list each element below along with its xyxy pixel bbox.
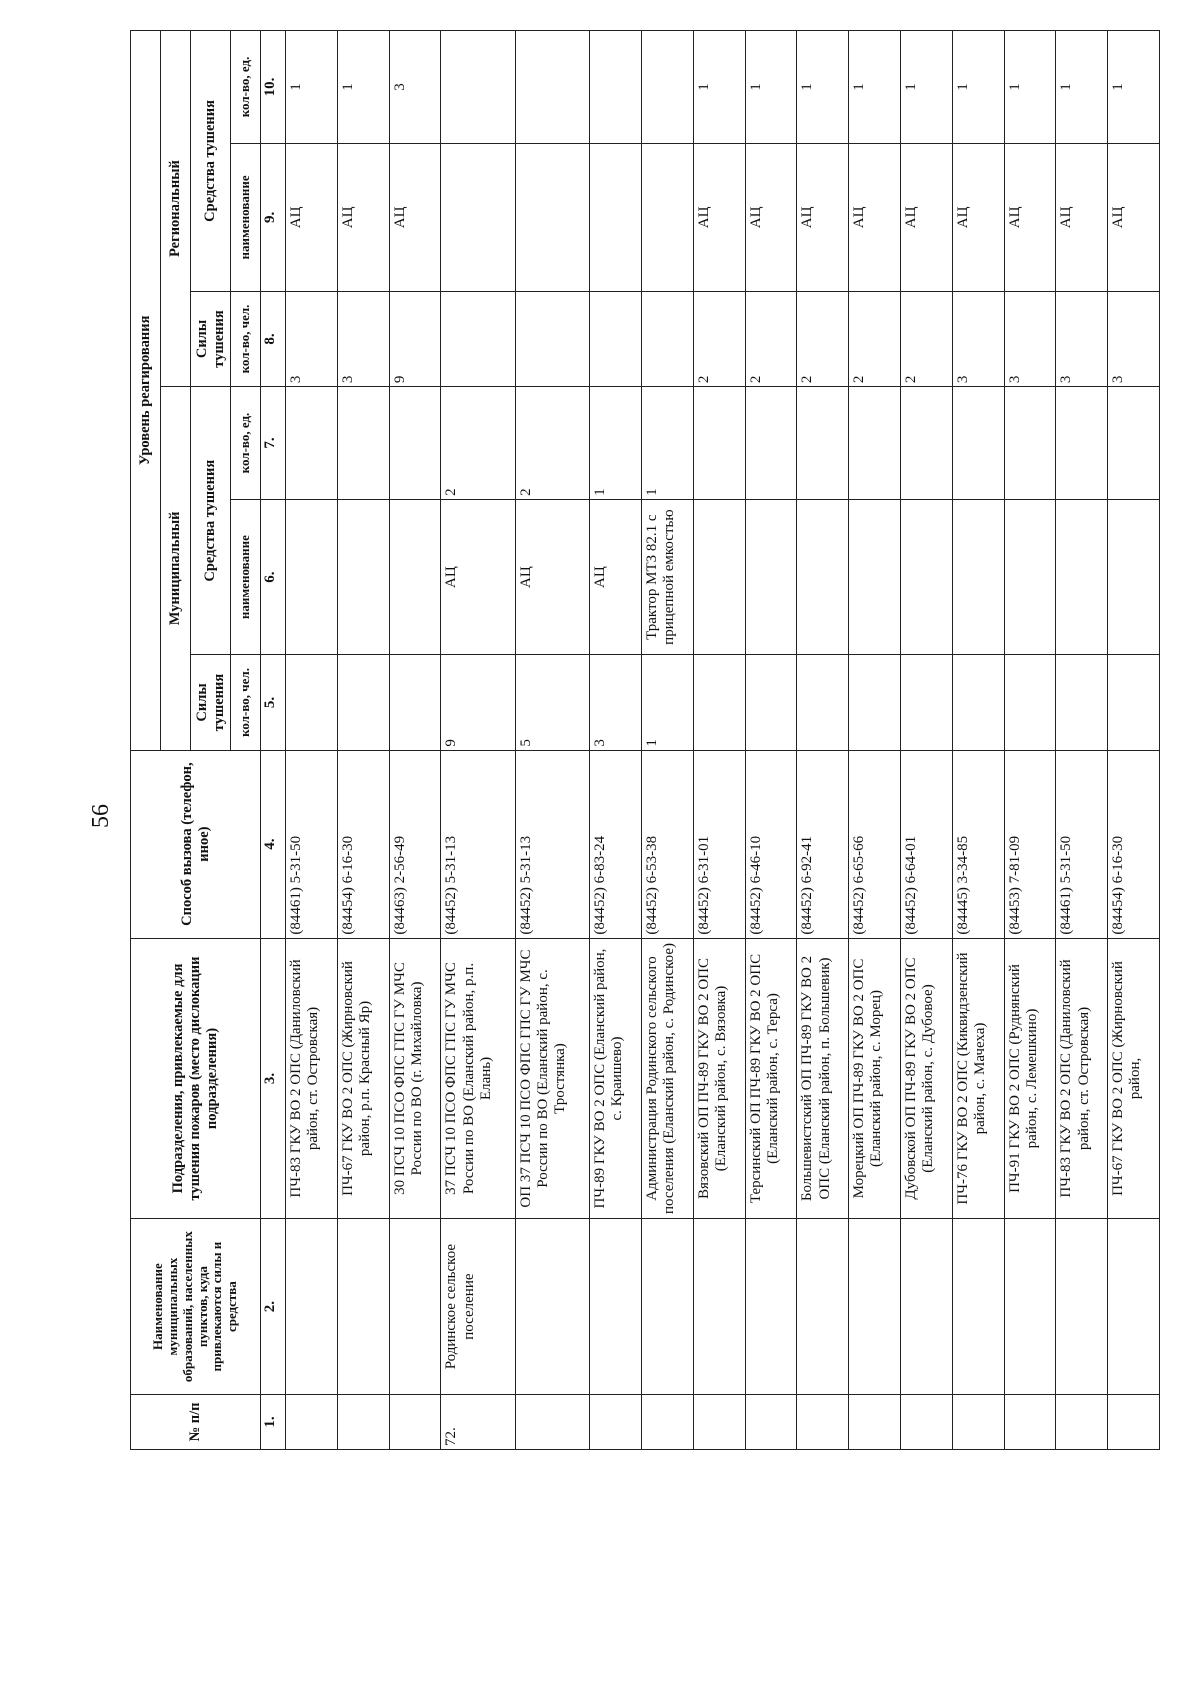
municipal-forces-cell: 5 bbox=[515, 655, 589, 750]
regional-means-name-cell: АЦ bbox=[900, 143, 952, 291]
row-number bbox=[1004, 1394, 1056, 1449]
header-regional-forces: Силы тушения bbox=[191, 291, 231, 386]
regional-means-count-cell: 3 bbox=[389, 31, 441, 144]
call-method-cell: (84452) 6-64-01 bbox=[900, 750, 952, 938]
municipal-means-name-cell bbox=[337, 499, 389, 654]
call-method-cell: (84452) 6-53-38 bbox=[642, 750, 694, 938]
regional-forces-cell: 2 bbox=[797, 291, 849, 386]
unit-cell: ПЧ-83 ГКУ ВО 2 ОПС (Даниловский район, ст. Островская) bbox=[1056, 938, 1108, 1219]
column-number: 5. bbox=[261, 655, 286, 750]
municipality-cell bbox=[590, 1219, 642, 1394]
unit-cell: ПЧ-76 ГКУ ВО 2 ОПС (Киквидзенский район, с. Мачеха) bbox=[952, 938, 1004, 1219]
regional-means-name-cell: АЦ bbox=[797, 143, 849, 291]
municipal-means-name-cell bbox=[286, 499, 338, 654]
regional-forces-cell: 3 bbox=[1004, 291, 1056, 386]
regional-forces-cell bbox=[441, 291, 515, 386]
municipal-means-name-cell bbox=[849, 499, 901, 654]
table-row bbox=[337, 31, 389, 1450]
municipal-means-name-cell: Трактор МТЗ 82.1 с прицепной емкостью bbox=[642, 499, 694, 654]
regional-means-name-cell bbox=[515, 143, 589, 291]
unit-cell: Дубовской ОП ПЧ-89 ГКУ ВО 2 ОПС (Еланский район, с. Дубовое) bbox=[900, 938, 952, 1219]
municipal-means-name-cell bbox=[693, 499, 745, 654]
municipal-means-name-cell bbox=[1056, 499, 1108, 654]
municipality-cell bbox=[849, 1219, 901, 1394]
header-name: наименование bbox=[231, 499, 261, 654]
call-method-cell: (84445) 3-34-85 bbox=[952, 750, 1004, 938]
municipal-means-name-cell bbox=[745, 499, 797, 654]
header-num: № п/п bbox=[131, 1394, 261, 1449]
municipal-forces-cell bbox=[1108, 655, 1160, 750]
row-number bbox=[389, 1394, 441, 1449]
unit-cell: ПЧ-67 ГКУ ВО 2 ОПС (Жирновский район, р.п. Красный Яр) bbox=[337, 938, 389, 1219]
column-number-row bbox=[261, 31, 286, 1450]
municipality-cell bbox=[337, 1219, 389, 1394]
header-regional-means: Средства тушения bbox=[191, 31, 231, 292]
call-method-cell: (84452) 5-31-13 bbox=[515, 750, 589, 938]
header-name: наименование bbox=[231, 143, 261, 291]
regional-means-count-cell: 1 bbox=[900, 31, 952, 144]
unit-cell: ПЧ-83 ГКУ ВО 2 ОПС (Даниловский район, ст. Островская) bbox=[286, 938, 338, 1219]
municipal-means-name-cell bbox=[952, 499, 1004, 654]
row-number bbox=[1108, 1394, 1160, 1449]
document-sheet bbox=[130, 30, 1160, 1450]
unit-cell: ПЧ-89 ГКУ ВО 2 ОПС (Еланский район, с. Краишево) bbox=[590, 938, 642, 1219]
unit-cell: Вязовский ОП ПЧ-89 ГКУ ВО 2 ОПС (Еланский район, с. Вязовка) bbox=[693, 938, 745, 1219]
call-method-cell: (84461) 5-31-50 bbox=[1056, 750, 1108, 938]
regional-means-count-cell: 1 bbox=[745, 31, 797, 144]
table-row bbox=[1004, 31, 1056, 1450]
regional-forces-cell: 3 bbox=[952, 291, 1004, 386]
municipal-forces-cell: 9 bbox=[441, 655, 515, 750]
table-row bbox=[1108, 31, 1160, 1450]
regional-means-name-cell: АЦ bbox=[389, 143, 441, 291]
call-method-cell: (84452) 6-92-41 bbox=[797, 750, 849, 938]
call-method-cell: (84452) 5-31-13 bbox=[441, 750, 515, 938]
call-method-cell: (84452) 6-65-66 bbox=[849, 750, 901, 938]
municipality-cell bbox=[389, 1219, 441, 1394]
municipal-forces-cell: 3 bbox=[590, 655, 642, 750]
municipal-means-count-cell bbox=[1056, 387, 1108, 500]
table-row bbox=[745, 31, 797, 1450]
municipal-forces-cell bbox=[337, 655, 389, 750]
municipality-cell bbox=[642, 1219, 694, 1394]
call-method-cell: (84461) 5-31-50 bbox=[286, 750, 338, 938]
row-number bbox=[952, 1394, 1004, 1449]
regional-forces-cell: 3 bbox=[337, 291, 389, 386]
regional-means-count-cell bbox=[441, 31, 515, 144]
municipal-means-name-cell: АЦ bbox=[441, 499, 515, 654]
municipal-forces-cell bbox=[1004, 655, 1056, 750]
municipality-cell bbox=[693, 1219, 745, 1394]
row-number bbox=[590, 1394, 642, 1449]
table-body bbox=[286, 31, 1160, 1450]
row-number bbox=[693, 1394, 745, 1449]
municipal-forces-cell bbox=[849, 655, 901, 750]
municipal-means-name-cell: АЦ bbox=[515, 499, 589, 654]
header-regional: Региональный bbox=[161, 31, 191, 387]
municipal-means-count-cell bbox=[849, 387, 901, 500]
regional-forces-cell: 3 bbox=[286, 291, 338, 386]
regional-means-count-cell: 1 bbox=[1004, 31, 1056, 144]
unit-cell: 30 ПСЧ 10 ПСО ФПС ГПС ГУ МЧС России по ВО (г. Михайловка) bbox=[389, 938, 441, 1219]
column-number: 7. bbox=[261, 387, 286, 500]
row-number bbox=[515, 1394, 589, 1449]
municipality-cell bbox=[952, 1219, 1004, 1394]
municipality-cell bbox=[900, 1219, 952, 1394]
regional-means-name-cell: АЦ bbox=[286, 143, 338, 291]
regional-means-count-cell: 1 bbox=[286, 31, 338, 144]
call-method-cell: (84463) 2-56-49 bbox=[389, 750, 441, 938]
row-number bbox=[849, 1394, 901, 1449]
municipal-forces-cell bbox=[797, 655, 849, 750]
header-municipal-forces: Силы тушения bbox=[191, 655, 231, 750]
municipal-means-name-cell bbox=[1004, 499, 1056, 654]
row-number bbox=[745, 1394, 797, 1449]
unit-cell: Морецкий ОП ПЧ-89 ГКУ ВО 2 ОПС (Еланский район, с. Морец) bbox=[849, 938, 901, 1219]
municipal-forces-cell bbox=[745, 655, 797, 750]
regional-forces-cell: 3 bbox=[1056, 291, 1108, 386]
row-number bbox=[337, 1394, 389, 1449]
municipal-means-name-cell bbox=[900, 499, 952, 654]
regional-forces-cell bbox=[642, 291, 694, 386]
regional-means-count-cell: 1 bbox=[337, 31, 389, 144]
municipal-means-name-cell bbox=[1108, 499, 1160, 654]
municipal-forces-cell bbox=[952, 655, 1004, 750]
table-row bbox=[642, 31, 694, 1450]
table-row bbox=[900, 31, 952, 1450]
table-row bbox=[849, 31, 901, 1450]
municipality-cell bbox=[286, 1219, 338, 1394]
municipal-forces-cell bbox=[389, 655, 441, 750]
regional-forces-cell bbox=[590, 291, 642, 386]
table-row bbox=[389, 31, 441, 1450]
regional-means-name-cell: АЦ bbox=[693, 143, 745, 291]
municipality-cell bbox=[515, 1219, 589, 1394]
municipal-means-count-cell bbox=[900, 387, 952, 500]
row-number bbox=[1056, 1394, 1108, 1449]
municipal-means-count-cell: 2 bbox=[441, 387, 515, 500]
regional-means-count-cell: 1 bbox=[693, 31, 745, 144]
header-municipality: Наименование муниципальных образований, населенных пунктов, куда привлекаются силы и средства bbox=[131, 1219, 261, 1394]
column-number: 3. bbox=[261, 938, 286, 1219]
municipal-means-count-cell: 2 bbox=[515, 387, 589, 500]
header-municipal: Муниципальный bbox=[161, 387, 191, 750]
row-number bbox=[642, 1394, 694, 1449]
regional-means-name-cell: АЦ bbox=[337, 143, 389, 291]
regional-forces-cell: 2 bbox=[900, 291, 952, 386]
regional-means-name-cell: АЦ bbox=[952, 143, 1004, 291]
regional-means-count-cell: 1 bbox=[1108, 31, 1160, 144]
municipality-cell: Родинское сельское поселение bbox=[441, 1219, 515, 1394]
column-number: 4. bbox=[261, 750, 286, 938]
regional-forces-cell: 2 bbox=[849, 291, 901, 386]
column-number: 8. bbox=[261, 291, 286, 386]
municipal-means-count-cell bbox=[952, 387, 1004, 500]
unit-cell: Терсинский ОП ПЧ-89 ГКУ ВО 2 ОПС (Еланский район, с. Терса) bbox=[745, 938, 797, 1219]
column-number: 2. bbox=[261, 1219, 286, 1394]
municipal-forces-cell: 1 bbox=[642, 655, 694, 750]
header-municipal-means: Средства тушения bbox=[191, 387, 231, 655]
regional-means-name-cell: АЦ bbox=[1108, 143, 1160, 291]
regional-means-count-cell: 1 bbox=[849, 31, 901, 144]
municipality-cell bbox=[1108, 1219, 1160, 1394]
municipality-cell bbox=[797, 1219, 849, 1394]
regional-forces-cell bbox=[515, 291, 589, 386]
municipal-forces-cell bbox=[900, 655, 952, 750]
municipal-means-count-cell: 1 bbox=[590, 387, 642, 500]
regional-means-count-cell bbox=[590, 31, 642, 144]
regional-means-name-cell: АЦ bbox=[745, 143, 797, 291]
header-count-units: кол-во, ед. bbox=[231, 31, 261, 144]
municipal-means-name-cell: АЦ bbox=[590, 499, 642, 654]
column-number: 10. bbox=[261, 31, 286, 144]
regional-means-count-cell: 1 bbox=[797, 31, 849, 144]
regional-forces-cell: 3 bbox=[1108, 291, 1160, 386]
row-number: 72. bbox=[441, 1394, 515, 1449]
municipal-means-count-cell bbox=[1108, 387, 1160, 500]
response-forces-table bbox=[130, 30, 1160, 1450]
table-row bbox=[797, 31, 849, 1450]
call-method-cell: (84453) 7-81-09 bbox=[1004, 750, 1056, 938]
unit-cell: Большевистский ОП ПЧ-89 ГКУ ВО 2 ОПС (Еланский район, п. Большевик) bbox=[797, 938, 849, 1219]
municipal-means-name-cell bbox=[797, 499, 849, 654]
header-unit: Подразделения, привлекаемые для тушения пожаров (место дислокации подразделения) bbox=[131, 938, 261, 1219]
row-number bbox=[286, 1394, 338, 1449]
header-count-units: кол-во, ед. bbox=[231, 387, 261, 500]
row-number bbox=[797, 1394, 849, 1449]
header-response-level: Уровень реагирования bbox=[131, 31, 161, 751]
municipality-cell bbox=[745, 1219, 797, 1394]
municipal-means-count-cell bbox=[745, 387, 797, 500]
call-method-cell: (84452) 6-83-24 bbox=[590, 750, 642, 938]
municipal-means-count-cell bbox=[1004, 387, 1056, 500]
unit-cell: 37 ПСЧ 10 ПСО ФПС ГПС ГУ МЧС России по ВО (Еланский район, р.п. Елань) bbox=[441, 938, 515, 1219]
header-count-people: кол-во, чел. bbox=[231, 291, 261, 386]
municipal-forces-cell bbox=[1056, 655, 1108, 750]
municipal-means-count-cell bbox=[337, 387, 389, 500]
municipal-forces-cell bbox=[286, 655, 338, 750]
table-row bbox=[693, 31, 745, 1450]
municipality-cell bbox=[1056, 1219, 1108, 1394]
municipal-means-count-cell bbox=[286, 387, 338, 500]
call-method-cell: (84454) 6-16-30 bbox=[1108, 750, 1160, 938]
regional-forces-cell: 9 bbox=[389, 291, 441, 386]
municipal-means-count-cell bbox=[389, 387, 441, 500]
regional-means-name-cell bbox=[590, 143, 642, 291]
municipal-means-count-cell: 1 bbox=[642, 387, 694, 500]
municipal-means-name-cell bbox=[389, 499, 441, 654]
regional-means-name-cell bbox=[642, 143, 694, 291]
table-row bbox=[1056, 31, 1108, 1450]
table-row bbox=[286, 31, 338, 1450]
municipal-means-count-cell bbox=[693, 387, 745, 500]
regional-means-name-cell: АЦ bbox=[849, 143, 901, 291]
unit-cell: ПЧ-91 ГКУ ВО 2 ОПС (Руднянский район, с. Лемешкино) bbox=[1004, 938, 1056, 1219]
municipality-cell bbox=[1004, 1219, 1056, 1394]
unit-cell: Администрация Родинского сельского поселения (Еланский район, с. Родинское) bbox=[642, 938, 694, 1219]
regional-means-name-cell: АЦ bbox=[1004, 143, 1056, 291]
header-call-method: Способ вызова (телефон, иное) bbox=[131, 750, 261, 938]
column-number: 9. bbox=[261, 143, 286, 291]
regional-means-count-cell bbox=[642, 31, 694, 144]
regional-means-name-cell: АЦ bbox=[1056, 143, 1108, 291]
unit-cell: ПЧ-67 ГКУ ВО 2 ОПС (Жирновский район, bbox=[1108, 938, 1160, 1219]
table-row bbox=[515, 31, 589, 1450]
header-count-people: кол-во, чел. bbox=[231, 655, 261, 750]
municipal-forces-cell bbox=[693, 655, 745, 750]
regional-means-name-cell bbox=[441, 143, 515, 291]
municipal-means-count-cell bbox=[797, 387, 849, 500]
table-row bbox=[441, 31, 515, 1450]
rotated-table-container bbox=[130, 30, 1160, 1450]
column-number: 1. bbox=[261, 1394, 286, 1449]
regional-forces-cell: 2 bbox=[745, 291, 797, 386]
column-number: 6. bbox=[261, 499, 286, 654]
regional-means-count-cell: 1 bbox=[952, 31, 1004, 144]
regional-forces-cell: 2 bbox=[693, 291, 745, 386]
regional-means-count-cell bbox=[515, 31, 589, 144]
row-number bbox=[900, 1394, 952, 1449]
call-method-cell: (84452) 6-46-10 bbox=[745, 750, 797, 938]
unit-cell: ОП 37 ПСЧ 10 ПСО ФПС ГПС ГУ МЧС России по ВО (Еланский район, с. Тростянка) bbox=[515, 938, 589, 1219]
call-method-cell: (84454) 6-16-30 bbox=[337, 750, 389, 938]
table-row bbox=[590, 31, 642, 1450]
page-number: 56 bbox=[88, 804, 114, 828]
call-method-cell: (84452) 6-31-01 bbox=[693, 750, 745, 938]
table-row bbox=[952, 31, 1004, 1450]
regional-means-count-cell: 1 bbox=[1056, 31, 1108, 144]
